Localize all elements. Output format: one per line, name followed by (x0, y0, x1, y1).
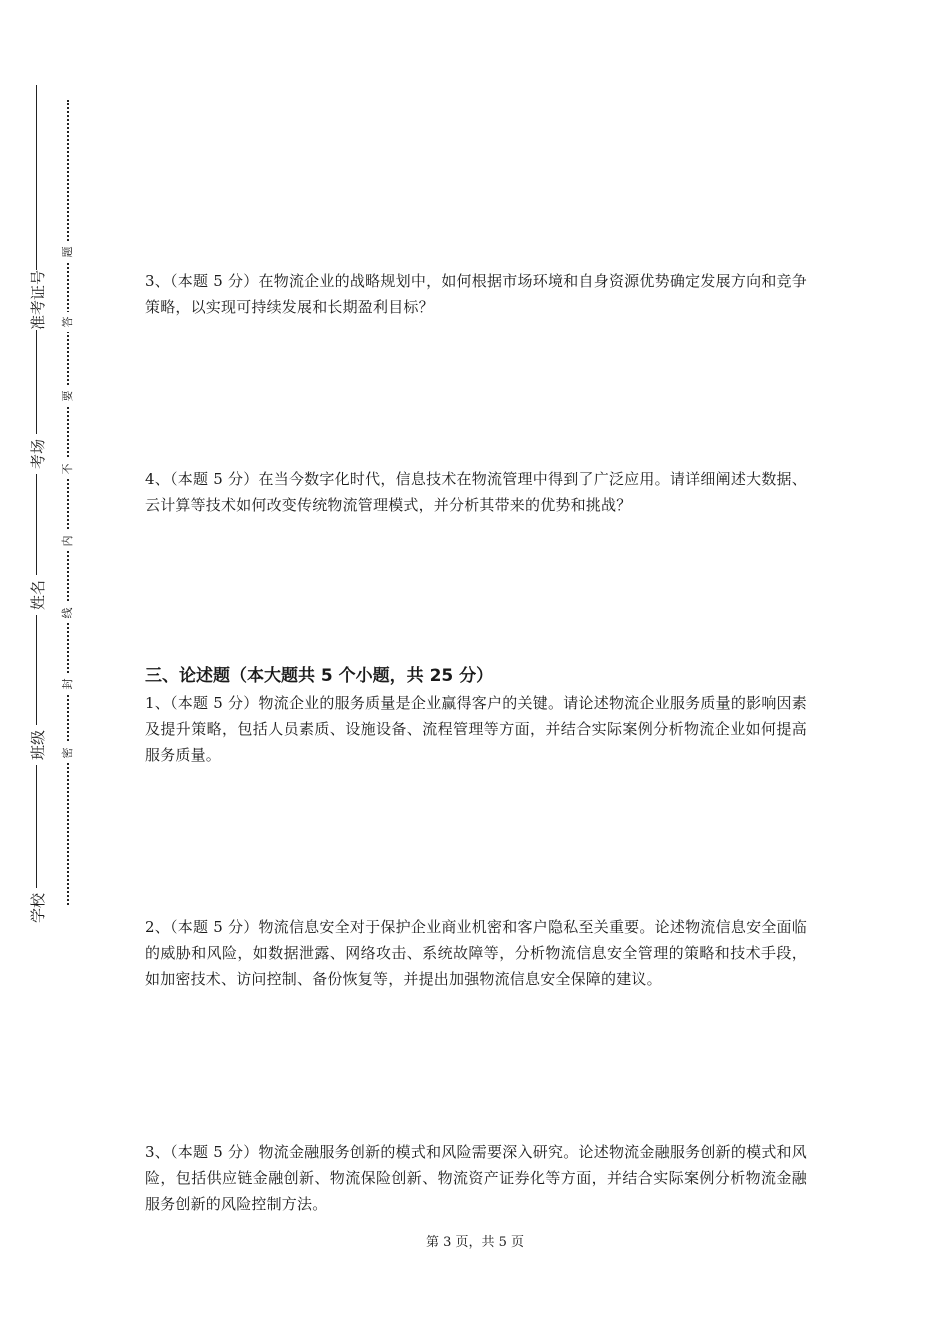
question-3-1: 1、（本题 5 分）物流企业的服务质量是企业赢得客户的关键。请论述物流企业服务质量的影响因素及提升策略，包括人员素质、设施设备、流程管理等方面，并结合实际案例分析物流企业如何提高服务质量。 (145, 694, 807, 764)
page-footer: 第 3 页，共 5 页 (425, 1235, 525, 1250)
section-title: 三、论述题（本大题共 5 个小题，共 25 分） (145, 666, 494, 686)
seal-char: 要 (60, 386, 76, 406)
seal-char: 答 (60, 312, 76, 332)
seal-char: 密 (60, 743, 76, 763)
seal-char: 封 (60, 674, 76, 694)
seal-char: 内 (60, 531, 76, 551)
school-label: 学校 (28, 888, 48, 928)
question-3-3: 3、（本题 5 分）物流金融服务创新的模式和风险需要深入研究。论述物流金融服务创新的模式和风险，包括供应链金融创新、物流保险创新、物流资产证券化等方面，并结合实际案例分析物流金融服务创新的风险控制方法。 (145, 1143, 807, 1213)
exam-room-label: 考场 (28, 434, 48, 474)
question-3-2: 2、（本题 5 分）物流信息安全对于保护企业商业机密和客户隐私至关重要。论述物流信息安全面临的威胁和风险，如数据泄露、网络攻击、系统故障等，分析物流信息安全管理的策略和技术手段，如加密技术、访问控制、备份恢复等，并提出加强物流信息安全保障的建议。 (145, 918, 807, 988)
exam-number-label: 准考证号 (29, 269, 47, 330)
question-2-4: 4、（本题 5 分）在当今数字化时代，信息技术在物流管理中得到了广泛应用。请详细阐述大数据、云计算等技术如何改变传统物流管理模式，并分析其带来的优势和挑战？ (145, 470, 807, 514)
question-2-3: 3、（本题 5 分）在物流企业的战略规划中，如何根据市场环境和自身资源优势确定发展方向和竞争策略，以实现可持续发展和长期盈利目标？ (145, 272, 807, 316)
seal-char: 不 (60, 459, 76, 479)
binding-margin-line (36, 85, 37, 925)
class-label: 班级 (28, 725, 48, 765)
name-label: 姓名 (28, 575, 48, 615)
seal-char: 题 (60, 242, 76, 262)
seal-char: 线 (60, 603, 76, 623)
seal-dotted-line (67, 100, 69, 905)
